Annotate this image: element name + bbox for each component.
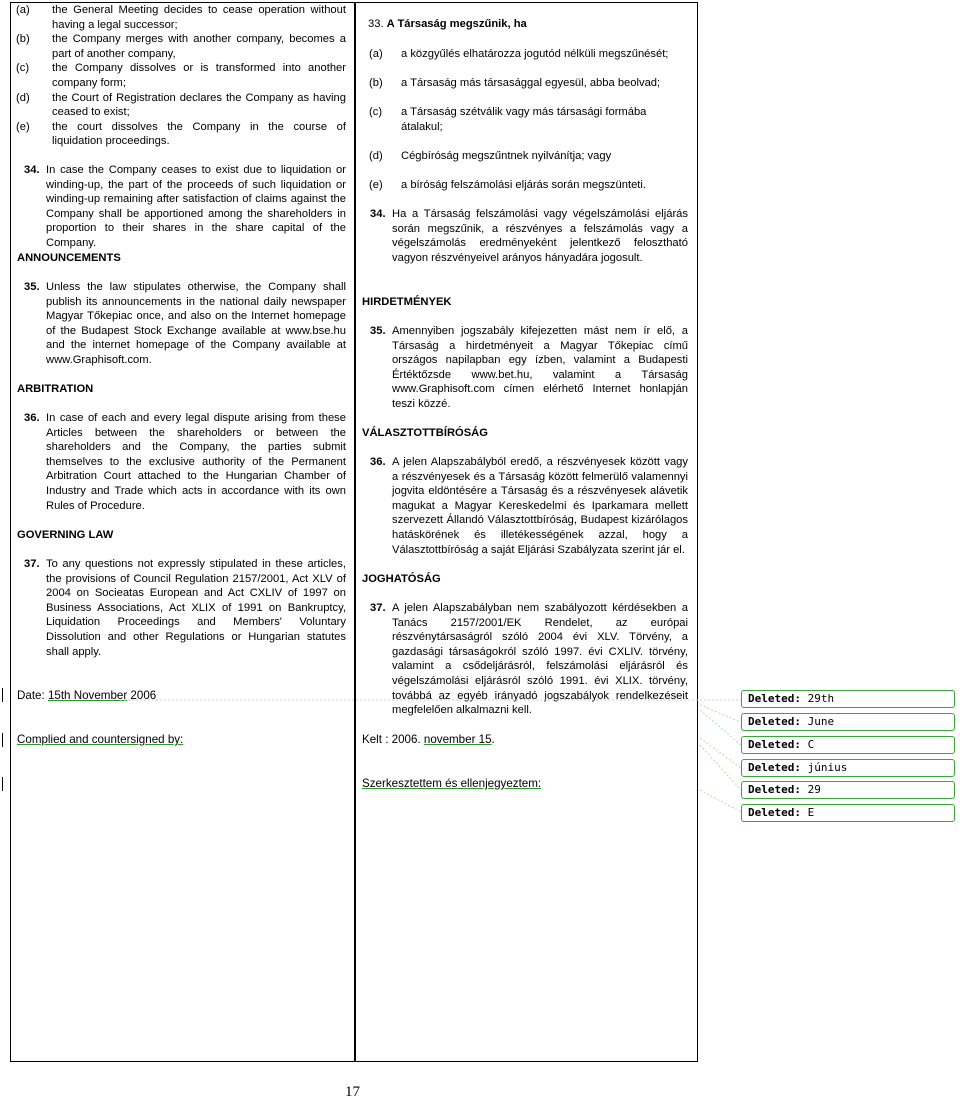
paragraph-number: 35. [370,325,386,337]
item-text: a közgyűlés elhatározza jogutód nélküli megszűnését; [401,48,669,60]
deleted-label: Deleted: [748,715,801,728]
paragraph-37-en [16,557,346,659]
item-text: the Company dissolves or is transformed into another company form; [52,62,346,89]
heading-hirdetmenyek: HIRDETMÉNYEK [362,296,452,308]
list-item [365,149,690,164]
kelt-label: Kelt : 2006. [362,733,424,746]
item-label: (d) [369,150,383,163]
english-column [16,3,346,149]
paragraph-36-hu [362,455,688,557]
list-item [16,120,346,149]
list-item [16,32,346,61]
item-label: (a) [369,48,383,60]
paragraph-text: To any questions not expressly stipulated in these articles, the provisions of Council Regulation 2157/2001, Act XLV of 2004 on Socieatas European and Act CXLIV of 1997 on Business Associations, Act XLIX of 1991 on Bankruptcy, Liquidation Proceedings and Members' Voluntary Dissolution and other Regulations or Hungarian statutes shall apply. [46,558,346,658]
paragraph-heading: A Társaság megszűnik, ha [386,18,527,30]
deleted-label: Deleted: [748,761,801,774]
complied-line [17,733,183,748]
paragraph-36-en [16,411,346,513]
item-text: a Társaság más társasággal egyesül, abba beolvad; [401,77,661,90]
list-item [365,47,690,62]
deleted-text: E [807,806,815,819]
deleted-text: 29 [807,783,821,796]
list-item [365,105,690,134]
deleted-text: 29th [807,692,835,705]
deleted-label: Deleted: [748,738,801,751]
deleted-label: Deleted: [748,806,801,819]
kelt-end: . [491,733,495,746]
deleted-text: június [807,761,848,774]
paragraph-text: A jelen Alapszabályból eredő, a részvényesek között vagy a részvényesek és a Társaság között felmerülő valamennyi jogvita eldöntésére a Társaság és a részvényesek alávetik magukat a Magyar Kereskedelmi és Iparkamara mellett szervezett Állandó Választottbíróság, Budapest kizárólagos hatáskörének és illetékességének azzal, hogy a Választottbíróság a saját Eljárási Szabályzata szerint jár el. [392,456,688,556]
paragraph-number: 35. [24,281,40,293]
paragraph-number: 33. [368,18,384,30]
heading-joghatosag: JOGHATÓSÁG [362,573,441,585]
paragraph-number: 34. [370,208,386,220]
szerk-inserted: S [362,777,370,790]
deleted-label: Deleted: [748,692,801,705]
heading-arbitration: ARBITRATION [17,383,94,395]
page-number: 17 [345,1084,360,1100]
item-text: a Társaság szétválik vagy más társasági formába átalakul; [401,106,647,133]
item-text: the Company merges with another company, becomes a part of another company, [52,33,346,60]
item-text: a bíróság felszámolási eljárás során megszünteti. [401,179,646,192]
deletion-balloon [741,736,955,754]
deletion-balloon [741,804,955,822]
paragraph-number: 36. [24,412,40,424]
paragraph-text: In case of each and every legal dispute arising from these Articles between the shareholders or between the shareholders and the Company, the parties submit themselves to the exclusive authority of the Permanent Arbitration Court attached to the Hungarian Chamber of Industry and Trade which acts in accordance with its own Rules of Procedure. [46,412,346,512]
paragraph-text: Ha a Társaság felszámolási vagy végelszámolási eljárás során megszűnik, a részvényes a felszámolás vagy a végelszámolás eredményeként jelentkező felosztható vagyon részvényeivel arányos hányadára jogosult. [392,208,688,264]
paragraph-34-en [16,163,346,251]
deletion-balloon [741,713,955,731]
list-item [365,178,690,193]
item-text: the court dissolves the Company in the course of liquidation proceedings. [52,120,346,148]
list-item [16,91,346,120]
deleted-label: Deleted: [748,783,801,796]
item-label: (b) [16,33,30,46]
paragraph-37-hu [362,601,688,718]
item-text: the Court of Registration declares the Company as having ceased to exist; [52,91,346,119]
deleted-text: June [807,715,835,728]
paragraph-text: Amennyiben jogszabály kifejezetten mást nem ír elő, a Társaság a hirdetményeit a Magyar Tőkepiac című országos napilapban egy ízben, valamint a Budapesti Értéktőzsde www.bet.hu, valamint a Társaság www.Graphisoft.com címen elérhető Internet honlapján teszi közzé. [392,325,688,410]
paragraph-text: In case the Company ceases to exist due to liquidation or winding-up, the part of the proceeds of such liquidation or winding-up remaining after satisfaction of claims against the Company shall be apportioned among the shareholders in proportion to their shares in the share capital of the Company. [46,164,346,249]
date-label: Date: [17,689,48,702]
paragraph-text: A jelen Alapszabályban nem szabályozott kérdésekben a Tanács 2157/2001/EK Rendelet, az európai részvénytársaságról szóló 2004 évi XLV. Törvény, a gazdasági társaságokról szóló 1997. évi CXLIV. törvény, valamint a csődeljárásról, felszámolási eljárásról és végelszámolási eljárásról szóló 1991. évi XLIX. törvény, továbbá az egyéb irányadó jogszabályok rendelkezéseit megfelelően alkalmazni kell. [392,602,688,717]
paragraph-number: 34. [24,164,40,176]
deletion-balloon [741,690,955,708]
paragraph-35-en [16,280,346,368]
complied-inserted: C [17,733,26,746]
list-item [16,61,346,90]
date-line [17,689,156,704]
change-bar [2,777,3,791]
change-bar [2,733,3,747]
paragraph-33-hu [368,17,688,32]
date-value: 15th November [47,689,128,702]
deleted-text: C [807,738,815,751]
heading-valasztottbirosag: VÁLASZTOTTBÍRÓSÁG [362,427,488,439]
paragraph-34-hu [362,207,688,265]
date-year: 2006 [127,689,157,702]
list-item [365,76,690,91]
list-item [16,3,346,32]
item-label: (c) [369,106,383,119]
paragraph-number: 36. [370,456,386,468]
paragraph-number: 37. [370,602,386,614]
item-label: (c) [16,62,30,75]
item-label: (a) [16,4,30,16]
deletion-balloon [741,781,955,799]
heading-governing-law: GOVERNING LAW [17,529,114,541]
item-label: (d) [16,91,30,104]
item-label: (b) [369,77,383,90]
item-label: (e) [369,179,383,192]
heading-announcements: ANNOUNCEMENTS [17,252,121,264]
paragraph-35-hu [362,324,688,412]
change-bar [2,688,3,702]
szerk-text: zerkesztettem és ellenjegyeztem: [369,777,542,790]
item-label: (e) [16,120,30,133]
item-text: the General Meeting decides to cease operation without having a legal successor; [52,4,346,31]
szerk-line [362,777,541,792]
paragraph-text: Unless the law stipulates otherwise, the Company shall publish its announcements in the national daily newspaper Magyar Tőkepiac once, and also on the Internet homepage of the Budapest Stock Exchange available at www.bse.hu and the internet homepage of the Company available at www.Graphisoft.com. [46,281,346,366]
item-text: Cégbíróság megszűntnek nyilvánítja; vagy [401,150,612,163]
kelt-value: november 15 [423,733,492,746]
hungarian-list [365,47,690,208]
deletion-balloon [741,759,955,777]
paragraph-number: 37. [24,558,40,570]
complied-text: omplied and countersigned by: [25,733,184,746]
kelt-line [362,733,495,748]
